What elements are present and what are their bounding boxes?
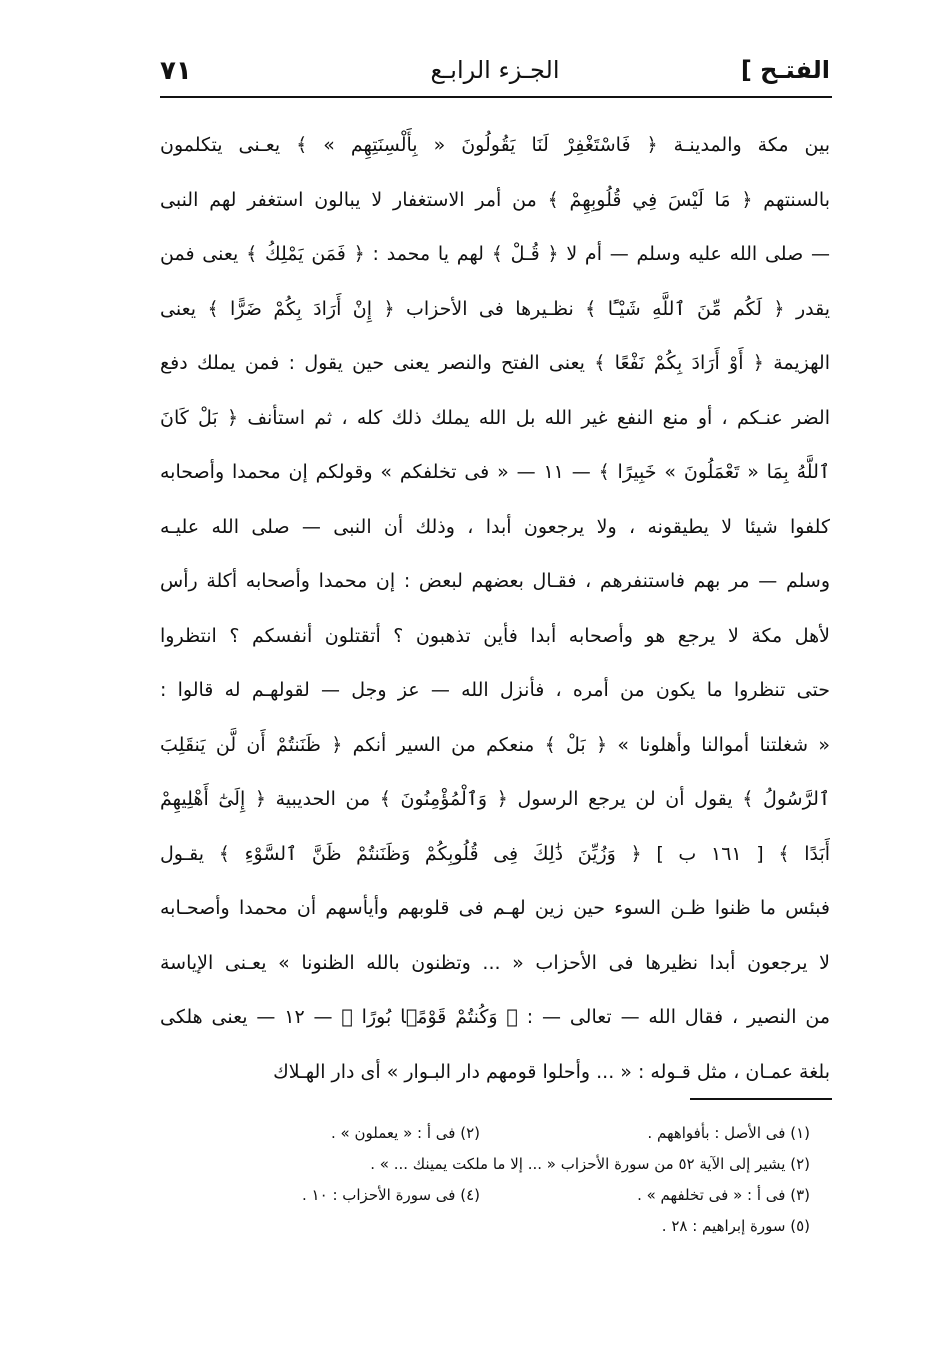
footnotes — [230, 1118, 810, 1242]
text-line: وسلم — مر بهم فاستنفرهم ، فقـال بعضهم لبعض : إن محمدا وأصحابه أكلة رأس — [160, 570, 830, 592]
footnote-row — [230, 1180, 810, 1211]
text-line: كلفوا شيئا لا يطيقونه ، ولا يرجعون أبدا ، وذلك أن النبى — صلى الله عليـه — [160, 515, 830, 538]
footnote: (٣) فى أ : « فى تخلفهم » . — [637, 1186, 810, 1204]
text-line: — صلى الله عليه وسلم — أم لا ﴿ قُـلْ ﴾ لهم يا محمد : ﴿ فَمَن يَمْلِكُ ﴾ يعنى فمن — [160, 243, 830, 265]
footnote: (٥) سورة إبراهيم : ٢٨ . — [661, 1217, 810, 1235]
footnote-row — [230, 1211, 810, 1242]
chapter-title: الفتـح ] — [740, 56, 830, 84]
footnote-row — [230, 1118, 810, 1149]
footnote: (٢) فى أ : « يعملون » . — [331, 1124, 480, 1142]
text-line: ٱللَّهُ بِمَا « تَعْمَلُونَ » خَبِيرًا ﴾ — ١١ — « فى تخلفكم » وقولكم إن محمدا وأصحابه — [160, 461, 830, 483]
footnote: (١) فى الأصل : بأفواههم . — [647, 1124, 810, 1142]
text-line: الهزيمة ﴿ أَوْ أَرَادَ بِكُمْ نَفْعًا ﴾ يعنى الفتح والنصر يعنى حين يقول : فمن يملك دفع — [160, 352, 830, 374]
text-line: لأهل مكة لا يرجع هو وأصحابه أبدا فأين تذهبون ؟ أتقتلون أنفسكم ؟ انتظروا — [160, 624, 830, 647]
header-rule — [160, 96, 832, 98]
text-line: لا يرجعون أبدا نظيرها فى الأحزاب « ... وتظنون بالله الظنونا » يعـنى الإياسة — [160, 951, 830, 974]
text-line: بين مكة والمدينـة ﴿ فَاسْتَغْفِرْ لَنَا يَقُولُونَ « بِأَلْسِنَتِهِم » ﴾ يعـنى يتكلمون — [160, 134, 830, 156]
main-text — [160, 118, 830, 1099]
footnote-row — [230, 1149, 810, 1180]
page-number: ٧١ — [160, 56, 192, 86]
text-line: بالسنتهم ﴿ مَا لَيْسَ فِي قُلُوبِهِمْ ﴾ من أمر الاستغفار لا يبالون استغفر لهم النبى — [160, 188, 830, 211]
text-line: من النصير ، فقال الله — تعالى — : ﴿ وَكُنتُمْ قَوْمًۢا بُورًا ﴾ — ١٢ — يعنى هلكى — [160, 1006, 830, 1028]
footnote: (٢) يشير إلى الآية ٥٢ من سورة الأحزاب « ... إلا ما ملكت يمينك ... » . — [370, 1155, 810, 1173]
footnote-rule — [690, 1098, 832, 1100]
page-header — [160, 50, 830, 94]
footnote: (٤) فى سورة الأحزاب : ١٠ . — [302, 1186, 480, 1204]
text-line: الضر عنـكم ، أو منع النفع غير الله بل الله يملك ذلك كله ، ثم استأنف ﴿ بَلْ كَانَ — [160, 406, 830, 429]
text-line: بلغة عمـان ، مثل قـوله : « ... وأحلوا قومهم دار البـوار » أى دار الهـلاك — [273, 1060, 830, 1083]
text-line: « شغلتنا أموالنا وأهلونا » ﴿ بَلْ ﴾ منعكم من السير أنكم ﴿ ظَنَنتُمْ أَن لَّن يَنقَلِبَ — [160, 733, 830, 756]
text-line: حتى تنظروا ما يكون من أمره ، فأنزل الله — عز وجل — لقولهـم له قالوا : — [160, 679, 830, 701]
text-line: ٱلرَّسُولُ ﴾ يقول أن لن يرجع الرسول ﴿ وَٱلْمُؤْمِنُونَ ﴾ من الحديبية ﴿ إِلَىٰٓ أَهْلِيهِمْ — [160, 788, 830, 810]
text-line: يقدر ﴿ لَكُم مِّنَ ٱللَّهِ شَيْـًٔا ﴾ نظـيرها فى الأحزاب ﴿ إِنْ أَرَادَ بِكُمْ ضَرًّا ﴾ يعنى — [160, 297, 830, 320]
text-line: أَبَدًا ﴾ [ ١٦١ ب ] ﴿ وَزُيِّنَ ذَٰلِكَ فِى قُلُوبِكُمْ وَظَنَنتُمْ ظَنَّ ٱلسَّوْءِ ﴾ يقـول — [160, 842, 830, 865]
part-title: الجـزء الرابـع — [430, 56, 560, 84]
text-line: فبئس ما ظنوا ظـن السوء حين زين لهـم فى قلوبهم وأيأسهم أن محمدا وأصحـابه — [160, 897, 830, 919]
